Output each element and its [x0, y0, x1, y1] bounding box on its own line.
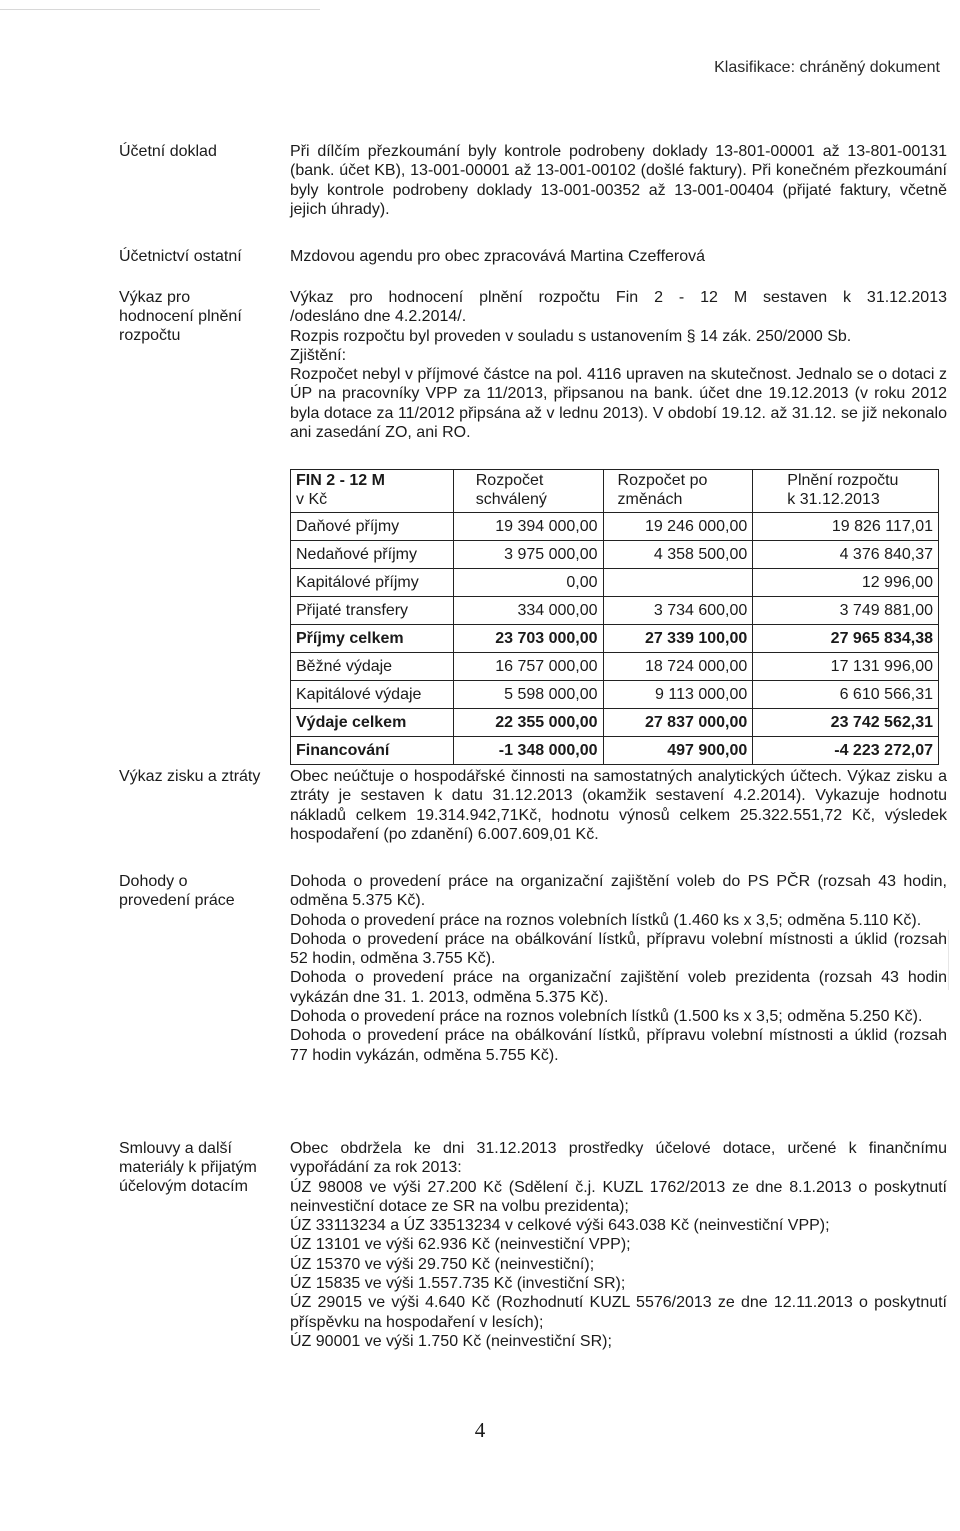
section-label-ucetnictvi-ostatni: Účetnictví ostatní [119, 248, 242, 265]
page-number: 4 [474, 1418, 486, 1442]
section-text-vykaz-hodnoceni [290, 288, 947, 442]
table-cell: 16 757 000,00 [453, 653, 603, 681]
scan-mark [948, 930, 949, 990]
table-cell: 3 975 000,00 [453, 541, 603, 569]
fin-table-header-po-zmenach: Rozpočet po změnách [603, 470, 753, 513]
section-label-smlouvy: Smlouvy a další materiály k přijatým účelovým dotacím [119, 1140, 257, 1195]
table-row [291, 513, 939, 541]
table-cell: 22 355 000,00 [453, 709, 603, 737]
section-label-dohody: Dohody o provedení práce [119, 873, 235, 909]
list-item: Dohoda o provedení práce na organizační zajištění voleb prezidenta (rozsah 43 hodin vykázán dne 31. 1. 2013, odměna 5.375 Kč). [290, 969, 947, 1006]
table-cell-label: Daňové příjmy [291, 513, 454, 541]
fin-table-header-label: FIN 2 - 12 M v Kč [291, 470, 454, 513]
table-cell-label: Kapitálové výdaje [291, 681, 454, 709]
table-cell: 18 724 000,00 [603, 653, 753, 681]
table-cell: 5 598 000,00 [453, 681, 603, 709]
table-cell: -1 348 000,00 [453, 737, 603, 765]
section-text-vykaz-zisku: Obec neúčtuje o hospodářské činnosti na samostatných analytických účtech. Výkaz zisku a ztráty je sestaven k datu 31.12.2013 (okamžik sestavení 4.2.2014). Vykazuje hodnotu nákladů celkem 19.314.942,71Kč, hodnotu výnosů celkem 25.322.551,72 Kč, výsledek hospodaření (po zdanění) 6.007.609,01 Kč. [290, 768, 947, 843]
table-cell: 3 734 600,00 [603, 597, 753, 625]
table-cell: 23 742 562,31 [753, 709, 939, 737]
table-row-total [291, 737, 939, 765]
vykaz-hodnoceni-line1: Výkaz pro hodnocení plnění rozpočtu Fin 2 - 12 M sestaven k 31.12.2013 [290, 289, 947, 306]
table-cell: 6 610 566,31 [753, 681, 939, 709]
section-label-ucetni-doklad: Účetní doklad [119, 143, 217, 160]
table-cell-label: Výdaje celkem [291, 709, 454, 737]
table-cell: 27 965 834,38 [753, 625, 939, 653]
table-cell: 9 113 000,00 [603, 681, 753, 709]
list-item: ÚZ 98008 ve výši 27.200 Kč (Sdělení č.j. KUZL 1762/2013 ze dne 8.1.2013 o poskytnutí neinvestiční dotace ze SR na volbu prezidenta); [290, 1178, 947, 1215]
section-label-vykaz-zisku: Výkaz zisku a ztráty [119, 768, 261, 785]
table-cell: 4 376 840,37 [753, 541, 939, 569]
list-item: Dohoda o provedení práce na roznos volebních lístků (1.500 ks x 3,5; odměna 5.250 Kč). [290, 1008, 923, 1026]
table-cell: 19 826 117,01 [753, 513, 939, 541]
fin-table [290, 469, 939, 765]
table-cell: 0,00 [453, 569, 603, 597]
table-cell: 12 996,00 [753, 569, 939, 597]
vykaz-hodnoceni-line3: Rozpis rozpočtu byl proveden v souladu s ustanovením § 14 zák. 250/2000 Sb. [290, 327, 852, 345]
table-cell [603, 569, 753, 597]
table-row [291, 569, 939, 597]
fin-table-header-plneni: Plnění rozpočtu k 31.12.2013 [753, 470, 939, 513]
list-item: ÚZ 15835 ve výši 1.557.735 Kč (investiční SR); [290, 1275, 626, 1293]
vykaz-hodnoceni-line2: /odesláno dne 4.2.2014/. [290, 308, 467, 326]
table-cell: 27 339 100,00 [603, 625, 753, 653]
table-cell-label: Kapitálové příjmy [291, 569, 454, 597]
top-rule [0, 9, 320, 10]
table-row-total [291, 625, 939, 653]
table-cell: -4 223 272,07 [753, 737, 939, 765]
classification-label: Klasifikace: chráněný dokument [714, 59, 940, 76]
vykaz-hodnoceni-line4: Zjištění: [290, 346, 347, 364]
list-item: ÚZ 29015 ve výši 4.640 Kč (Rozhodnutí KUZL 5576/2013 ze dne 12.11.2013 o poskytnutí příspěvku na hospodaření v lesích); [290, 1294, 947, 1331]
fin-table-header-row [291, 470, 939, 513]
table-cell-label: Příjmy celkem [291, 625, 454, 653]
list-item: Dohoda o provedení práce na roznos volebních lístků (1.460 ks x 3,5; odměna 5.110 Kč). [290, 911, 922, 929]
section-text-smlouvy [290, 1139, 947, 1351]
table-row [291, 597, 939, 625]
table-cell: 19 394 000,00 [453, 513, 603, 541]
section-text-dohody [290, 872, 947, 1065]
table-cell-label: Běžné výdaje [291, 653, 454, 681]
section-text-ucetnictvi-ostatni: Mzdovou agendu pro obec zpracovává Martina Czefferová [290, 248, 706, 265]
table-cell: 497 900,00 [603, 737, 753, 765]
table-row [291, 681, 939, 709]
table-cell-label: Přijaté transfery [291, 597, 454, 625]
table-row [291, 541, 939, 569]
section-label-vykaz-hodnoceni: Výkaz pro hodnocení plnění rozpočtu [119, 289, 242, 344]
list-item: Dohoda o provedení práce na organizační zajištění voleb do PS PČR (rozsah 43 hodin, odměna 5.375 Kč). [290, 873, 947, 910]
table-row [291, 653, 939, 681]
table-cell: 3 749 881,00 [753, 597, 939, 625]
table-cell: 19 246 000,00 [603, 513, 753, 541]
list-item: ÚZ 33113234 a ÚZ 33513234 v celkové výši 643.038 Kč (neinvestiční VPP); [290, 1217, 830, 1235]
list-item: ÚZ 90001 ve výši 1.750 Kč (neinvestiční SR); [290, 1332, 612, 1350]
list-item: Dohoda o provedení práce na obálkování lístků, přípravu volební místnosti a úklid (rozsah 52 hodin, odměna 3.755 Kč). [290, 930, 947, 968]
list-item: ÚZ 13101 ve výši 62.936 Kč (neinvestiční VPP); [290, 1236, 631, 1254]
vykaz-hodnoceni-line5: Rozpočet nebyl v příjmové částce na pol. 4116 upraven na skutečnost. Jednalo se o dotaci z ÚP na pracovníky VPP za 11/2013, připsanou na bank. účet dne 19.12.2013 (v roku 2012 byla dotace za 11/2012 připsána až v lednu 2013). V období 19.12. až 31.12. se již nekonalo ani zasedání ZO, ani RO. [290, 366, 947, 442]
table-cell: 27 837 000,00 [603, 709, 753, 737]
table-cell: 4 358 500,00 [603, 541, 753, 569]
table-cell: 23 703 000,00 [453, 625, 603, 653]
table-row-total [291, 709, 939, 737]
table-cell-label: Financování [291, 737, 454, 765]
fin-table-header-schvaleny: Rozpočet schválený [453, 470, 603, 513]
table-cell: 17 131 996,00 [753, 653, 939, 681]
list-item: Dohoda o provedení práce na obálkování lístků, přípravu volební místnosti a úklid (rozsah 77 hodin vykázán, odměna 5.755 Kč). [290, 1027, 947, 1064]
table-cell-label: Nedaňové příjmy [291, 541, 454, 569]
list-item: ÚZ 15370 ve výši 29.750 Kč (neinvestiční); [290, 1255, 595, 1273]
section-text-ucetni-doklad: Při dílčím přezkoumání byly kontrole podrobeny doklady 13-801-00001 až 13-801-00131 (bank. účet KB), 13-001-00001 až 13-001-00102 (došlé faktury). Při konečném přezkoumání byly kontrole podrobeny doklady 13-001-00352 až 13-001-00404 (přijaté faktury, včetně jejich úhrady). [290, 143, 947, 218]
table-cell: 334 000,00 [453, 597, 603, 625]
smlouvy-intro: Obec obdržela ke dni 31.12.2013 prostředky účelové dotace, určené k finančnímu vypořádání za rok 2013: [290, 1140, 947, 1177]
